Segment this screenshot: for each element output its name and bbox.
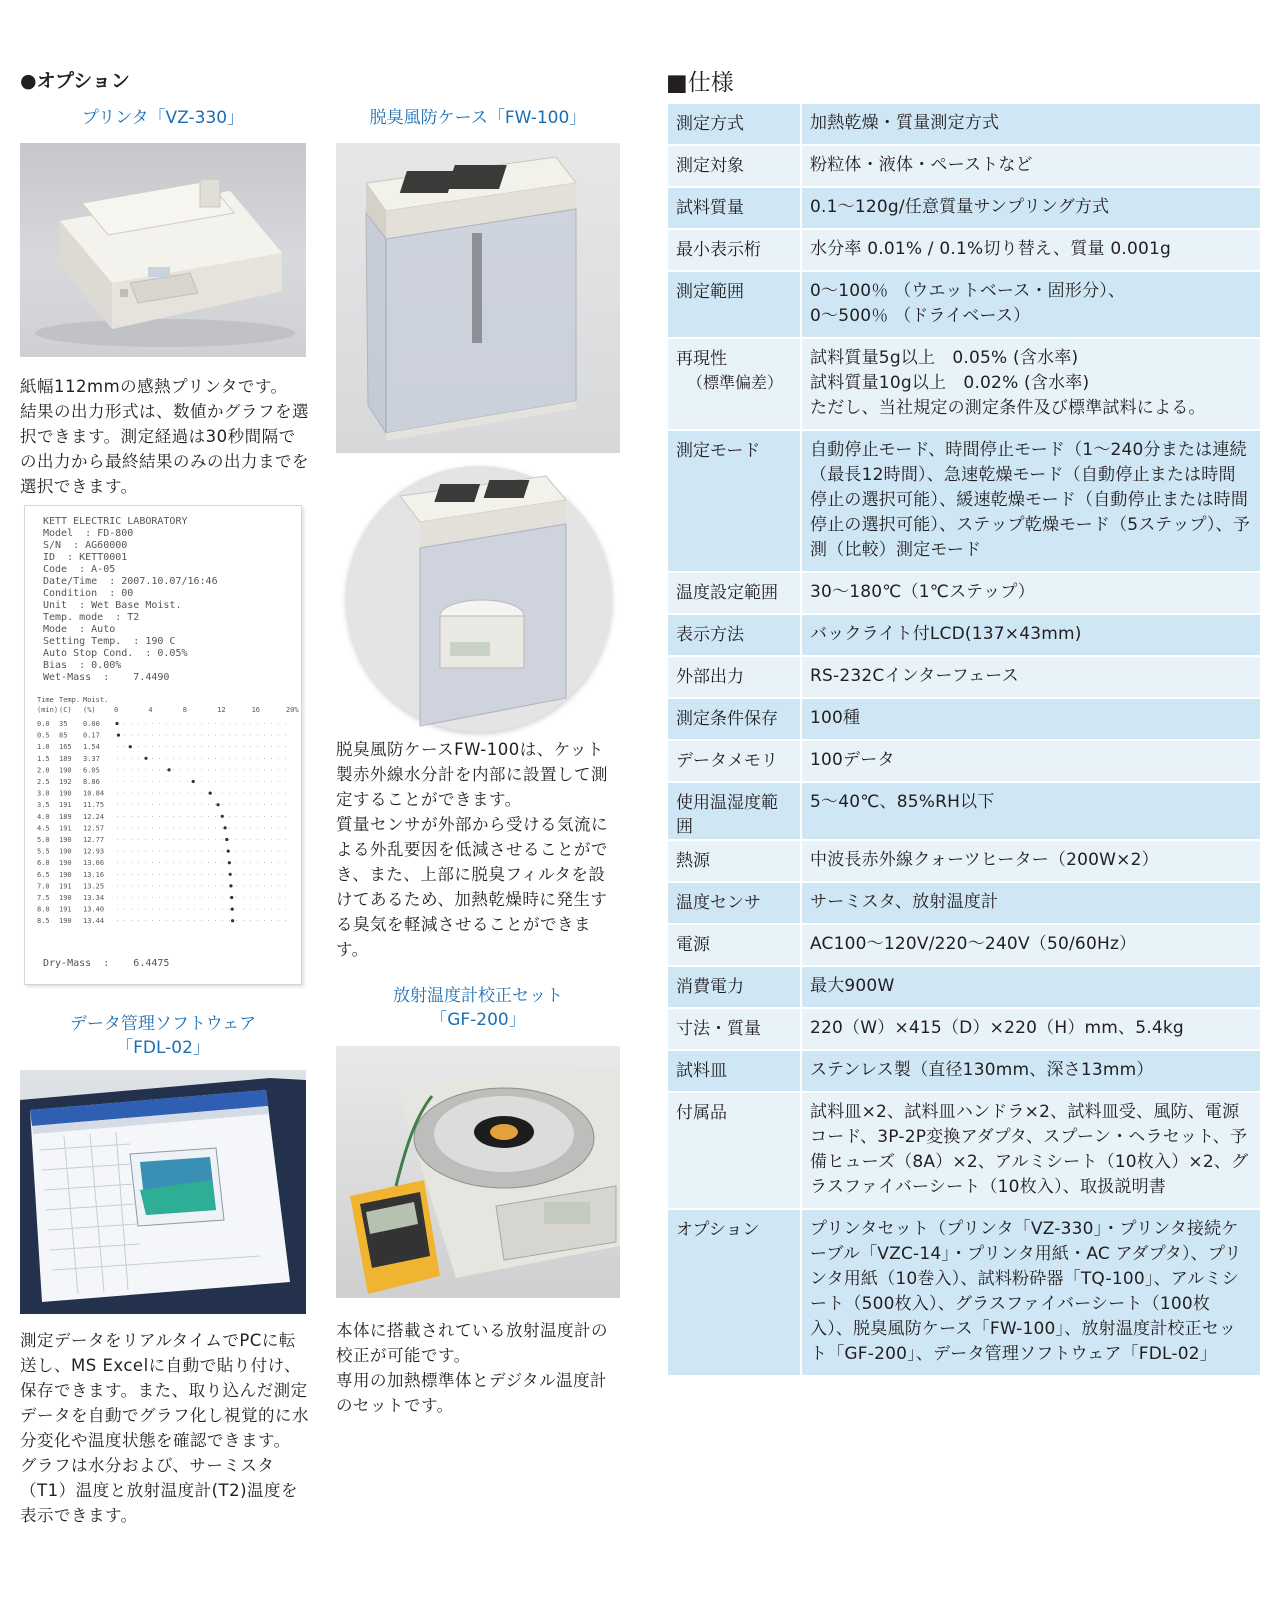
receipt-col-unit: (C) — [59, 706, 72, 714]
receipt-cell: 3.5 — [37, 801, 50, 810]
spec-value: 100種 — [802, 699, 1260, 739]
spec-row — [668, 272, 1260, 339]
spec-label-text: データメモリ — [676, 751, 778, 771]
receipt-cell: 190 — [59, 859, 72, 868]
spec-value: ステンレス製（直径130mm、深さ13mm） — [802, 1051, 1260, 1091]
spec-label-text: 使用温湿度範囲 — [676, 793, 778, 837]
spec-table — [668, 104, 1260, 1377]
spec-row — [668, 925, 1260, 967]
spec-label — [668, 1093, 802, 1208]
spec-value: 5～40℃、85%RH以下 — [802, 783, 1260, 839]
spec-row — [668, 431, 1260, 573]
case-photo — [336, 143, 620, 453]
spec-value: バックライト付LCD(137×43mm) — [802, 615, 1260, 655]
receipt-point — [227, 850, 230, 853]
spec-label — [668, 741, 802, 781]
receipt-cell: 190 — [59, 847, 72, 856]
spec-label-text: 測定モード — [676, 441, 761, 461]
spec-label — [668, 615, 802, 655]
receipt-col-unit: (min) — [37, 706, 59, 714]
receipt-cell: 190 — [59, 870, 72, 879]
receipt-cell: 0.00 — [83, 720, 100, 728]
receipt-line: Model : FD-800 — [43, 528, 134, 539]
receipt-cell: 3.37 — [83, 754, 100, 763]
spec-value: 粉粒体・液体・ペーストなど — [802, 146, 1260, 186]
receipt-cell: 13.06 — [83, 859, 105, 868]
receipt-cell: 2.0 — [37, 766, 50, 775]
spec-value: 0.1～120g/任意質量サンプリング方式 — [802, 188, 1260, 228]
spec-row — [668, 699, 1260, 741]
receipt-cell: 191 — [59, 801, 72, 810]
receipt-cell: 189 — [59, 754, 72, 763]
spec-label-text: 温度センサ — [676, 893, 761, 913]
spec-row — [668, 741, 1260, 783]
spec-row — [668, 1051, 1260, 1093]
calibration-description: 本体に搭載されている放射温度計の校正が可能です。 専用の加熱標準体とデジタル温度計のセットです。 — [336, 1321, 608, 1415]
receipt-point — [230, 896, 233, 899]
printer-description: 紙幅112mmの感熱プリンタです。 結果の出力形式は、数値かグラフを選択できます。測定経過は30秒間隔での出力から最終結果のみの出力までを選択できます。 — [20, 377, 309, 496]
receipt-line: S/N : AG60000 — [43, 540, 128, 551]
spec-value: 220（W）×415（D）×220（H）mm、5.4kg — [802, 1009, 1260, 1049]
software-caption-line2: 「FDL-02」 — [116, 1038, 210, 1058]
spec-value: 最大900W — [802, 967, 1260, 1007]
receipt-cell: 8.0 — [37, 905, 50, 914]
spec-row — [668, 783, 1260, 841]
spec-row — [668, 146, 1260, 188]
receipt-cell: 12.77 — [83, 836, 105, 844]
receipt-cell: 1.5 — [37, 754, 50, 763]
spec-label — [668, 146, 802, 186]
spec-label — [668, 925, 802, 965]
software-photo — [20, 1070, 306, 1314]
receipt-line: Wet-Mass : 7.4490 — [43, 672, 170, 683]
spec-label-text: 表示方法 — [676, 625, 744, 645]
spec-label-text: 測定方式 — [676, 114, 744, 134]
spec-label-text: 再現性 — [676, 349, 727, 369]
receipt-point — [225, 838, 228, 841]
spec-value: 0～100％ （ウエットベース・固形分）、 0～500％ （ドライベース） — [802, 272, 1260, 337]
receipt-col-unit: (%) — [83, 706, 96, 714]
spec-row — [668, 967, 1260, 1009]
receipt-cell: 10.84 — [83, 789, 105, 798]
spec-row — [668, 841, 1260, 883]
spec-label — [668, 1009, 802, 1049]
spec-row — [668, 339, 1260, 431]
calibration-caption-line1: 放射温度計校正セット — [393, 986, 563, 1006]
spec-row — [668, 615, 1260, 657]
receipt-cell: 7.0 — [37, 882, 50, 891]
spec-label-text: 試料質量 — [676, 198, 744, 218]
receipt-line: KETT ELECTRIC LABORATORY — [43, 516, 188, 527]
receipt-footer: Dry-Mass : 6.4475 — [43, 958, 170, 969]
receipt-line: Mode : Auto — [43, 624, 116, 635]
case-description: 脱臭風防ケースFW-100は、ケット製赤外線水分計を内部に設置して測定することができます。 質量センサが外部から受ける気流による外乱要因を低減させることができ、また、上部に脱臭フィルタを設けてあるため、加熱乾燥時に発生する臭気を軽減させることができます。 — [336, 740, 608, 959]
spec-label-sub: （標準偏差） — [686, 373, 783, 392]
receipt-point — [144, 757, 147, 760]
printout-sample — [24, 505, 302, 985]
spec-row — [668, 657, 1260, 699]
receipt-point — [209, 792, 212, 795]
spec-label-text: 寸法・質量 — [676, 1019, 761, 1039]
spec-label-text: 最小表示桁 — [676, 240, 761, 260]
receipt-cell: 1.54 — [83, 743, 100, 752]
receipt-point — [231, 919, 234, 922]
receipt-cell: 8.86 — [83, 778, 100, 786]
spec-label — [668, 883, 802, 923]
spec-value: 試料皿×2、試料皿ハンドラ×2、試料皿受、風防、電源コード、3P-2P変換アダプタ、スプーン・ヘラセット、予備ヒューズ（8A）×2、アルミシート（10枚入）×2、グラスファイバーシート（10枚入）、取扱説明書 — [802, 1093, 1260, 1208]
receipt-line: Auto Stop Cond. : 0.05% — [43, 648, 188, 659]
spec-label-text: 外部出力 — [676, 667, 744, 687]
receipt-scale-label: 12 — [217, 706, 226, 714]
receipt-point — [216, 803, 219, 806]
receipt-point — [229, 884, 232, 887]
receipt-graph — [33, 694, 299, 944]
receipt-cell: 190 — [59, 894, 72, 902]
spec-value: 試料質量5g以上 0.05% (含水率) 試料質量10g以上 0.02% (含水率) ただし、当社規定の測定条件及び標準試料による。 — [802, 339, 1260, 429]
receipt-line: Temp. mode : T2 — [43, 612, 140, 623]
receipt-scale-label: 16 — [251, 706, 261, 714]
spec-label — [668, 1051, 802, 1091]
calibration-caption-line2: 「GF-200」 — [430, 1010, 526, 1030]
receipt-point — [167, 768, 170, 771]
spec-value: プリンタセット（プリンタ「VZ-330」・プリンタ接続ケーブル「VZC-14」・プリンタ用紙・AC アダプタ）、プリンタ用紙（10巻入）、試料粉砕器「TQ-100」、アルミシート（500枚入）、グラスファイバーシート（100枚入）、脱臭風防ケース「FW-100」、放射温度計校正セット「GF-200」、データ管理ソフトウェア「FDL-02」 — [802, 1210, 1260, 1375]
receipt-cell: 190 — [59, 917, 72, 926]
spec-row — [668, 188, 1260, 230]
receipt-cell: 190 — [59, 766, 72, 775]
spec-label-text: 温度設定範囲 — [676, 583, 778, 603]
receipt-cell: 4.5 — [37, 824, 50, 833]
spec-row — [668, 1009, 1260, 1051]
spec-label-text: 電源 — [676, 935, 710, 955]
spec-value: 加熱乾燥・質量測定方式 — [802, 104, 1260, 144]
receipt-point — [224, 826, 227, 829]
receipt-point — [228, 861, 231, 864]
receipt-scale-label: 20% — [286, 706, 299, 714]
receipt-cell: 13.44 — [83, 917, 105, 926]
spec-row — [668, 1210, 1260, 1377]
spec-label — [668, 339, 802, 429]
receipt-cell: 4.0 — [37, 812, 50, 821]
receipt-cell: 13.34 — [83, 894, 105, 902]
spec-value: 30～180℃（1℃ステップ） — [802, 573, 1260, 613]
receipt-cell: 35 — [59, 720, 68, 728]
spec-label-text: 付属品 — [676, 1103, 727, 1123]
receipt-point — [192, 780, 195, 783]
receipt-cell: 7.5 — [37, 894, 50, 902]
receipt-cell: 0.5 — [37, 731, 50, 740]
spec-label — [668, 699, 802, 739]
receipt-scale-label: 8 — [182, 706, 188, 714]
receipt-cell: 13.25 — [83, 882, 105, 891]
receipt-cell: 191 — [59, 824, 72, 833]
receipt-cell: 11.75 — [83, 801, 105, 810]
spec-heading: ■仕様 — [666, 70, 734, 96]
spec-row — [668, 230, 1260, 272]
spec-value: RS-232Cインターフェース — [802, 657, 1260, 697]
receipt-cell: 0.0 — [37, 720, 50, 728]
receipt-cell: 1.0 — [37, 743, 50, 752]
options-heading: ●オプション — [20, 70, 130, 92]
spec-label — [668, 272, 802, 337]
receipt-line: ID : KETT0001 — [43, 552, 128, 563]
case-caption: 脱臭風防ケース「FW-100」 — [369, 108, 587, 128]
spec-label — [668, 657, 802, 697]
spec-label-text: 測定範囲 — [676, 282, 744, 302]
receipt-cell: 6.05 — [83, 766, 100, 775]
receipt-cell: 13.40 — [83, 905, 105, 914]
receipt-scale-label: 4 — [148, 706, 153, 714]
receipt-point — [129, 745, 132, 748]
receipt-cell: 5.5 — [37, 847, 50, 856]
case-detail-photo — [346, 466, 612, 732]
spec-row — [668, 1093, 1260, 1210]
receipt-line: Date/Time : 2007.10.07/16:46 — [43, 576, 218, 587]
spec-label — [668, 967, 802, 1007]
printer-photo — [20, 143, 306, 357]
spec-label-text: 試料皿 — [676, 1061, 727, 1081]
receipt-cell: 2.5 — [37, 778, 50, 786]
spec-row — [668, 104, 1260, 146]
receipt-cell: 12.24 — [83, 812, 105, 821]
spec-value: 水分率 0.01% / 0.1%切り替え、質量 0.001g — [802, 230, 1260, 270]
receipt-line: Unit : Wet Base Moist. — [43, 600, 182, 611]
receipt-point — [117, 734, 120, 737]
receipt-cell: 191 — [59, 882, 72, 891]
receipt-col-header: Time — [37, 696, 54, 704]
spec-label-text: 測定条件保存 — [676, 709, 778, 729]
receipt-line: Condition : 00 — [43, 588, 134, 599]
receipt-cell: 12.57 — [83, 824, 105, 833]
software-description: 測定データをリアルタイムでPCに転送し、MS Excelに自動で貼り付け、保存できます。また、取り込んだ測定データを自動でグラフ化し視覚的に水分変化や温度状態を確認できます。 グラフは水分および、サーミスタ（T1）温度と放射温度計(T2)温度を表示できます。 — [20, 1331, 309, 1525]
receipt-cell: 5.0 — [37, 836, 50, 844]
spec-label — [668, 841, 802, 881]
receipt-col-header: Temp. — [59, 696, 81, 704]
spec-value: 中波長赤外線クォーツヒーター（200W×2） — [802, 841, 1260, 881]
receipt-cell: 191 — [59, 905, 72, 914]
spec-row — [668, 883, 1260, 925]
receipt-cell: 0.17 — [83, 731, 100, 740]
receipt-cell: 8.5 — [37, 917, 50, 926]
receipt-point — [229, 873, 232, 876]
receipt-line: Code : A-05 — [43, 564, 116, 575]
software-caption-line1: データ管理ソフトウェア — [69, 1014, 257, 1034]
receipt-cell: 192 — [59, 778, 72, 786]
spec-label — [668, 188, 802, 228]
receipt-cell: 12.93 — [83, 847, 105, 856]
spec-label-text: 熱源 — [676, 851, 710, 871]
spec-value: 100データ — [802, 741, 1260, 781]
spec-label — [668, 431, 802, 571]
receipt-cell: 13.16 — [83, 870, 105, 879]
spec-label-text: オプション — [676, 1220, 760, 1240]
spec-label — [668, 230, 802, 270]
spec-label — [668, 573, 802, 613]
receipt-cell: 190 — [59, 836, 72, 844]
spec-value: 自動停止モード、時間停止モード（1～240分または連続（最長12時間）、急速乾燥モード（自動停止または時間停止の選択可能）、緩速乾燥モード（自動停止または時間停止の選択可能）、ステップ乾燥モード（5ステップ）、予測（比較）測定モード — [802, 431, 1260, 571]
spec-value: サーミスタ、放射温度計 — [802, 883, 1260, 923]
spec-label — [668, 1210, 802, 1375]
receipt-col-header: Moist. — [83, 696, 109, 704]
receipt-line: Bias : 0.00% — [43, 660, 122, 671]
spec-label — [668, 783, 802, 839]
receipt-cell: 3.0 — [37, 789, 50, 798]
receipt-line: Setting Temp. : 190 C — [43, 636, 176, 647]
receipt-point — [115, 722, 118, 725]
spec-label-text: 消費電力 — [676, 977, 744, 997]
receipt-cell: 6.5 — [37, 870, 50, 879]
receipt-cell: 165 — [59, 743, 72, 752]
printer-caption: プリンタ「VZ-330」 — [81, 108, 245, 128]
receipt-point — [231, 908, 234, 911]
receipt-cell: 190 — [59, 789, 72, 798]
spec-label — [668, 104, 802, 144]
spec-label-text: 測定対象 — [676, 156, 744, 176]
receipt-cell: 189 — [59, 812, 72, 821]
receipt-cell: 6.0 — [37, 859, 50, 868]
spec-row — [668, 573, 1260, 615]
receipt-point — [221, 815, 224, 818]
receipt-cell: 85 — [59, 731, 68, 740]
calibration-photo — [336, 1046, 620, 1298]
receipt-scale-label: 0 — [114, 706, 119, 714]
spec-value: AC100～120V/220～240V（50/60Hz） — [802, 925, 1260, 965]
